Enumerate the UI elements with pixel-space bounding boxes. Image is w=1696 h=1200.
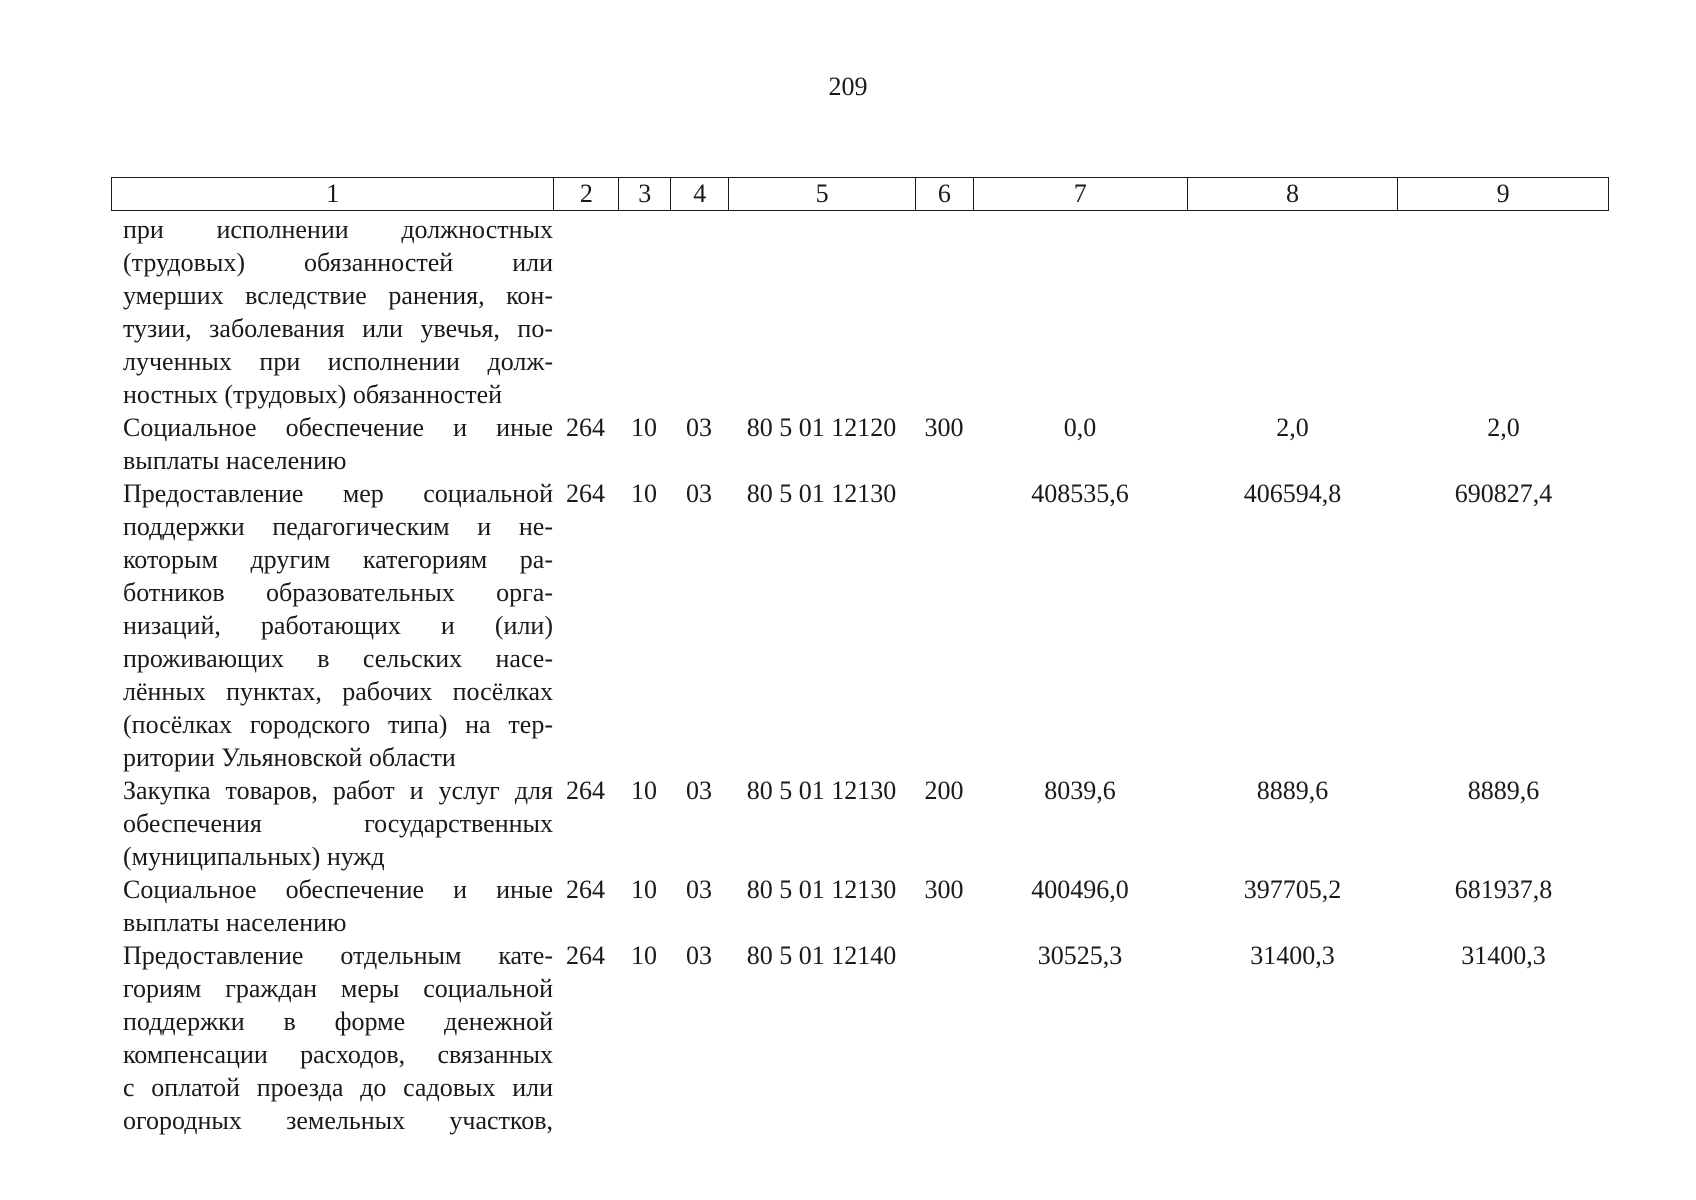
- cell-section: [618, 213, 670, 411]
- description-line: Социальное обеспечение и иные: [123, 875, 553, 904]
- description-line: при исполнении должностных: [123, 215, 553, 244]
- cell-target-article: 80 5 01 12130: [746, 776, 897, 805]
- cell-target-article: [728, 213, 915, 411]
- cell-amount-2: 406594,8: [1243, 479, 1342, 508]
- cell-amount-2: [1187, 213, 1398, 411]
- header-col-3: 3: [618, 178, 670, 210]
- cell-subsection: [670, 213, 728, 411]
- description-line: гориям граждан меры социальной: [123, 974, 553, 1003]
- cell-gr-admin: 264: [566, 413, 605, 442]
- table-row: [111, 873, 1609, 939]
- cell-subsection: 03: [686, 413, 712, 442]
- description-line: выплаты населению: [123, 908, 347, 937]
- description-line: компенсации расходов, связанных: [123, 1040, 553, 1069]
- row-description: [111, 477, 553, 774]
- row-description: [111, 411, 553, 477]
- cell-section: 10: [631, 875, 657, 904]
- table-row: [111, 411, 1609, 477]
- cell-section: 10: [631, 941, 657, 970]
- description-line: ботников образовательных орга-: [123, 578, 553, 607]
- cell-gr-admin: [553, 213, 618, 411]
- cell-section: 10: [631, 413, 657, 442]
- table-row: [111, 213, 1609, 411]
- description-line: ностных (трудовых) обязанностей: [123, 380, 503, 409]
- cell-amount-1: [973, 213, 1187, 411]
- cell-expense-type: 300: [924, 413, 964, 442]
- description-line: Закупка товаров, работ и услуг для: [123, 776, 553, 805]
- cell-expense-type: 200: [924, 776, 964, 805]
- cell-target-article: 80 5 01 12120: [746, 413, 897, 442]
- table-row: [111, 774, 1609, 873]
- description-line: ритории Ульяновской области: [123, 743, 456, 772]
- cell-amount-3: 31400,3: [1461, 941, 1546, 970]
- header-col-1: 1: [326, 179, 340, 208]
- description-line: Предоставление мер социальной: [123, 479, 553, 508]
- cell-amount-3: 8889,6: [1467, 776, 1540, 805]
- page-number: 209: [828, 72, 868, 101]
- header-col-4: 4: [670, 178, 728, 210]
- description-line: Социальное обеспечение и иные: [123, 413, 553, 442]
- header-col-5: 5: [728, 178, 915, 210]
- table-row: [111, 477, 1609, 774]
- description-line: Предоставление отдельным кате-: [123, 941, 553, 970]
- cell-amount-1: 0,0: [1063, 413, 1097, 442]
- cell-expense-type: 300: [924, 875, 964, 904]
- cell-target-article: 80 5 01 12130: [746, 875, 897, 904]
- description-line: выплаты населению: [123, 446, 347, 475]
- description-line: поддержки педагогическим и не-: [123, 512, 553, 541]
- description-line: обеспечения государственных: [123, 809, 553, 838]
- cell-expense-type: [915, 477, 973, 774]
- table-row: [111, 939, 1609, 1137]
- description-line: которым другим категориям ра-: [123, 545, 553, 574]
- cell-gr-admin: 264: [566, 941, 605, 970]
- cell-subsection: 03: [686, 941, 712, 970]
- cell-target-article: 80 5 01 12130: [746, 479, 897, 508]
- description-line: низаций, работающих и (или): [123, 611, 553, 640]
- cell-amount-3: 690827,4: [1454, 479, 1553, 508]
- cell-amount-2: 2,0: [1276, 413, 1309, 442]
- header-col-6: 6: [915, 178, 973, 210]
- cell-subsection: 03: [686, 776, 712, 805]
- cell-amount-1: 400496,0: [1031, 875, 1129, 904]
- cell-amount-2: 31400,3: [1250, 941, 1335, 970]
- cell-amount-1: 30525,3: [1037, 941, 1123, 970]
- cell-amount-1: 8039,6: [1044, 776, 1116, 805]
- description-line: поддержки в форме денежной: [123, 1007, 553, 1036]
- row-description: [111, 939, 553, 1137]
- description-line: (муниципальных) нужд: [123, 842, 385, 871]
- row-description: [111, 213, 553, 411]
- cell-section: 10: [631, 776, 657, 805]
- description-line: с оплатой проезда до садовых или: [123, 1073, 553, 1102]
- cell-amount-3: 2,0: [1487, 413, 1520, 442]
- description-line: умерших вследствие ранения, кон-: [123, 281, 553, 310]
- cell-amount-2: 8889,6: [1256, 776, 1329, 805]
- header-col-8: 8: [1187, 178, 1398, 210]
- header-col-7: 7: [973, 178, 1187, 210]
- cell-amount-3: 681937,8: [1454, 875, 1553, 904]
- description-line: лученных при исполнении долж-: [123, 347, 553, 376]
- description-line: тузии, заболевания или увечья, по-: [123, 314, 553, 343]
- description-line: огородных земельных участков,: [123, 1106, 553, 1135]
- description-line: проживающих в сельских насе-: [123, 644, 553, 673]
- cell-subsection: 03: [686, 875, 712, 904]
- cell-gr-admin: 264: [566, 479, 605, 508]
- cell-target-article: 80 5 01 12140: [746, 941, 897, 970]
- description-line: (посёлках городского типа) на тер-: [123, 710, 553, 739]
- cell-expense-type: [915, 213, 973, 411]
- row-description: [111, 774, 553, 873]
- cell-amount-1: 408535,6: [1031, 479, 1129, 508]
- table-header: [111, 177, 1609, 211]
- description-line: лённых пунктах, рабочих посёлках: [123, 677, 553, 706]
- header-col-2: 2: [553, 178, 618, 210]
- cell-amount-2: 397705,2: [1243, 875, 1342, 904]
- cell-section: 10: [631, 479, 657, 508]
- header-col-9: 9: [1397, 178, 1608, 210]
- cell-amount-3: [1398, 213, 1609, 411]
- row-description: [111, 873, 553, 939]
- cell-expense-type: [915, 939, 973, 1137]
- cell-gr-admin: 264: [566, 776, 605, 805]
- table-body: [111, 213, 1609, 1137]
- cell-gr-admin: 264: [566, 875, 605, 904]
- description-line: (трудовых) обязанностей или: [123, 248, 553, 277]
- cell-subsection: 03: [686, 479, 712, 508]
